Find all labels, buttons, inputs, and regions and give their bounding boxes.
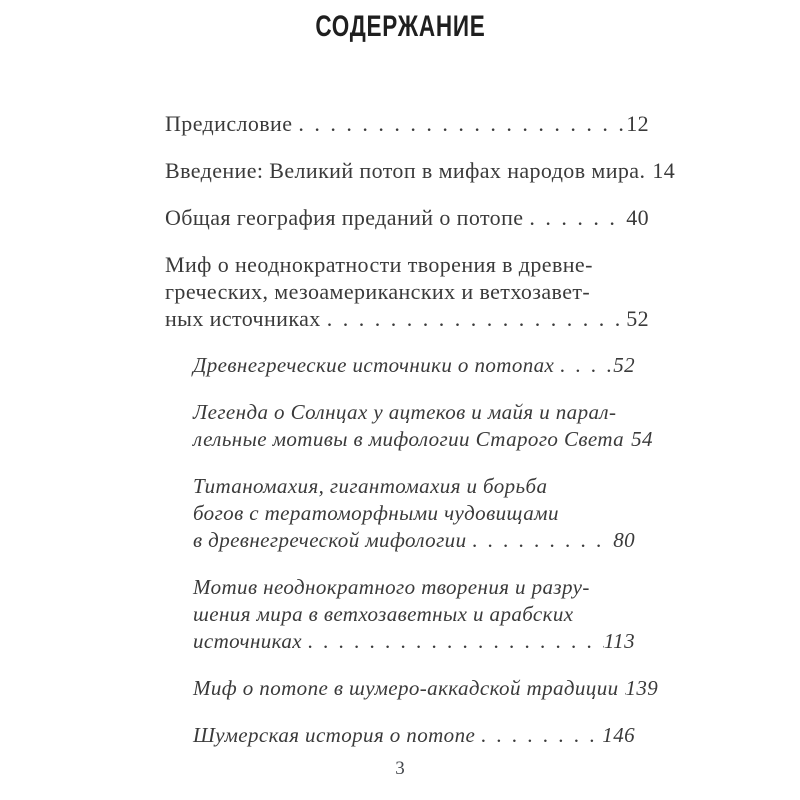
table-of-contents — [165, 110, 676, 769]
toc-entry-title: Предисловие — [165, 111, 293, 136]
page-header — [0, 10, 800, 44]
toc-page-number: 146 — [602, 723, 635, 747]
toc-entry-line — [165, 305, 649, 332]
toc-entry-line: Титаномахия, гигантомахия и борьба — [193, 474, 548, 498]
dot-leader — [645, 157, 652, 184]
toc-entry-title: Древнегреческие источники о потопах — [193, 353, 555, 377]
toc-entry-title: ных источниках — [165, 306, 321, 331]
toc-entry-line — [165, 110, 649, 137]
dot-leader — [292, 110, 626, 137]
toc-page-number: 52 — [613, 353, 635, 377]
toc-entry-line: шения мира в ветхозаветных и арабских — [193, 602, 574, 626]
toc-entry — [165, 204, 649, 231]
dot-leader — [475, 722, 602, 749]
toc-entry-line: Легенда о Солнцах у ацтеков и майя и парал- — [193, 400, 617, 424]
dot-leader — [554, 352, 613, 379]
dot-leader — [624, 426, 631, 453]
toc-entry-title: Введение: Великий потоп в мифах народов мира. — [165, 158, 646, 183]
toc-page-number: 54 — [631, 427, 653, 451]
toc-subentry — [193, 722, 649, 749]
dot-leader — [619, 675, 626, 702]
toc-entry-line — [193, 722, 635, 749]
toc-entry-line — [193, 675, 659, 702]
toc-entry — [165, 110, 649, 137]
toc-entry-title: Шумерская история о потопе — [193, 723, 476, 747]
toc-subentry — [193, 352, 649, 379]
toc-subentry — [193, 399, 653, 453]
toc-page-number: 113 — [603, 629, 635, 653]
toc-entry-line: богов с тератоморфными чудовищами — [193, 501, 559, 525]
toc-subentry — [193, 574, 649, 655]
toc-entry-line — [193, 527, 635, 554]
toc-page-number: 139 — [625, 676, 659, 700]
page-number: 3 — [395, 758, 405, 779]
page-title: СОДЕРЖАНИЕ — [314, 10, 486, 43]
toc-entry-line — [165, 157, 676, 184]
dot-leader — [321, 305, 627, 332]
toc-entry-line: греческих, мезоамериканских и ветхозавет- — [165, 279, 591, 304]
toc-entry-title: источниках — [193, 629, 302, 653]
toc-subentry — [193, 473, 649, 554]
toc-page-number: 80 — [613, 528, 635, 552]
toc-page-number: 12 — [626, 111, 649, 136]
toc-entry-title: Общая география преданий о потопе — [165, 205, 524, 230]
toc-entry-line: Мотив неоднократного творения и разру- — [193, 575, 590, 599]
toc-page-number: 14 — [652, 158, 676, 183]
toc-entry-title: Миф о потопе в шумеро-аккадской традиции — [193, 676, 619, 700]
dot-leader — [466, 527, 613, 554]
toc-entry — [165, 157, 676, 184]
toc-page-number: 52 — [626, 306, 649, 331]
toc-entry-line — [193, 352, 635, 379]
toc-subentry — [193, 675, 659, 702]
toc-entry-line: Миф о неоднократности творения в древне- — [165, 252, 593, 277]
toc-entry-title: в древнегреческой мифологии — [193, 528, 467, 552]
toc-entry-line — [193, 426, 653, 453]
toc-entry-line — [165, 204, 649, 231]
toc-entry — [165, 251, 649, 332]
toc-entry-title: лельные мотивы в мифологии Старого Света — [193, 427, 625, 451]
dot-leader — [302, 628, 604, 655]
toc-entry-line — [193, 628, 635, 655]
dot-leader — [523, 204, 626, 231]
toc-page-number: 40 — [626, 205, 649, 230]
